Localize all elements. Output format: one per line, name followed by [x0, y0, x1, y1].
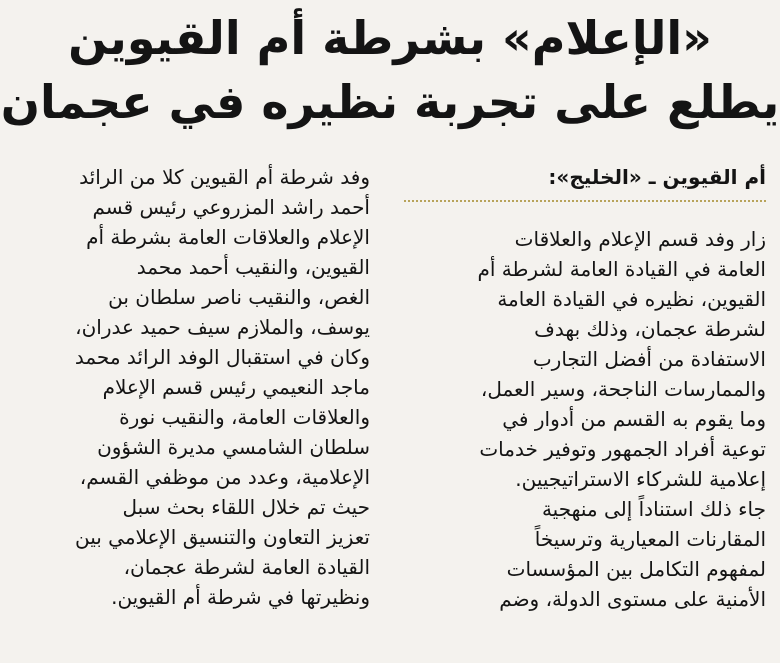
paragraph-line: جاء ذلك استناداً إلى منهجية: [541, 497, 766, 521]
paragraph-line: يوسف، والملازم سيف حميد عدران،: [75, 315, 370, 339]
paragraph-line: والعلاقات العامة، والنقيب نورة: [119, 405, 370, 429]
paragraph-line: ونظيرتها في شرطة أم القيوين.: [111, 585, 370, 609]
paragraph-line: أحمد راشد المزروعي رئيس قسم: [92, 195, 370, 219]
paragraph-line: وفد شرطة أم القيوين كلا من الرائد: [79, 165, 370, 189]
paragraph-line: القيوين، والنقيب أحمد محمد: [136, 255, 370, 279]
paragraph-line: الأمنية على مستوى الدولة، وضم: [499, 587, 766, 611]
article-column-right: [404, 162, 766, 614]
headline-line-2: يطلع على تجربة نظيره في عجمان: [0, 75, 780, 129]
headline-line-1: «الإعلام» بشرطة أم القيوين: [68, 11, 712, 65]
paragraph-line: تعزيز التعاون والتنسيق الإعلامي بين: [74, 525, 370, 549]
paragraph-line: زار وفد قسم الإعلام والعلاقات: [514, 227, 766, 251]
paragraph-line: القيادة العامة لشرطة عجمان،: [123, 555, 370, 579]
paragraph-line: والممارسات الناجحة، وسير العمل،: [480, 377, 766, 401]
dateline: أم القيوين ـ «الخليج»:: [548, 165, 766, 189]
dateline-row: [404, 162, 766, 196]
article-column-left: [30, 162, 370, 612]
dateline-divider: [404, 200, 766, 202]
paragraph-line: توعية أفراد الجمهور وتوفير خدمات: [479, 437, 766, 461]
paragraph-line: إعلامية للشركاء الاستراتيجيين.: [515, 467, 766, 491]
paragraph-line: الغص، والنقيب ناصر سلطان بن: [108, 285, 370, 309]
paragraph-line: المقارنات المعيارية وترسيخاً: [534, 527, 766, 551]
paragraph-line: حيث تم خلال اللقاء بحث سبل: [122, 495, 370, 519]
paragraph-line: القيوين، نظيره في القيادة العامة: [497, 287, 766, 311]
paragraph-line: العامة في القيادة العامة لشرطة أم: [477, 257, 766, 281]
paragraph-line: وما يقوم به القسم من أدوار في: [502, 407, 766, 431]
paragraph-line: الاستفادة من أفضل التجارب: [532, 347, 766, 371]
paragraph-line: الإعلام والعلاقات العامة بشرطة أم: [86, 225, 370, 249]
headline: [0, 6, 780, 134]
paragraph-line: وكان في استقبال الوفد الرائد محمد: [74, 345, 370, 369]
paragraph-line: لشرطة عجمان، وذلك بهدف: [534, 317, 766, 341]
paragraph-line: سلطان الشامسي مديرة الشؤون: [97, 435, 370, 459]
paragraph-line: لمفهوم التكامل بين المؤسسات: [506, 557, 766, 581]
paragraph-line: الإعلامية، وعدد من موظفي القسم،: [79, 465, 370, 489]
paragraph-line: ماجد النعيمي رئيس قسم الإعلام: [102, 375, 370, 399]
